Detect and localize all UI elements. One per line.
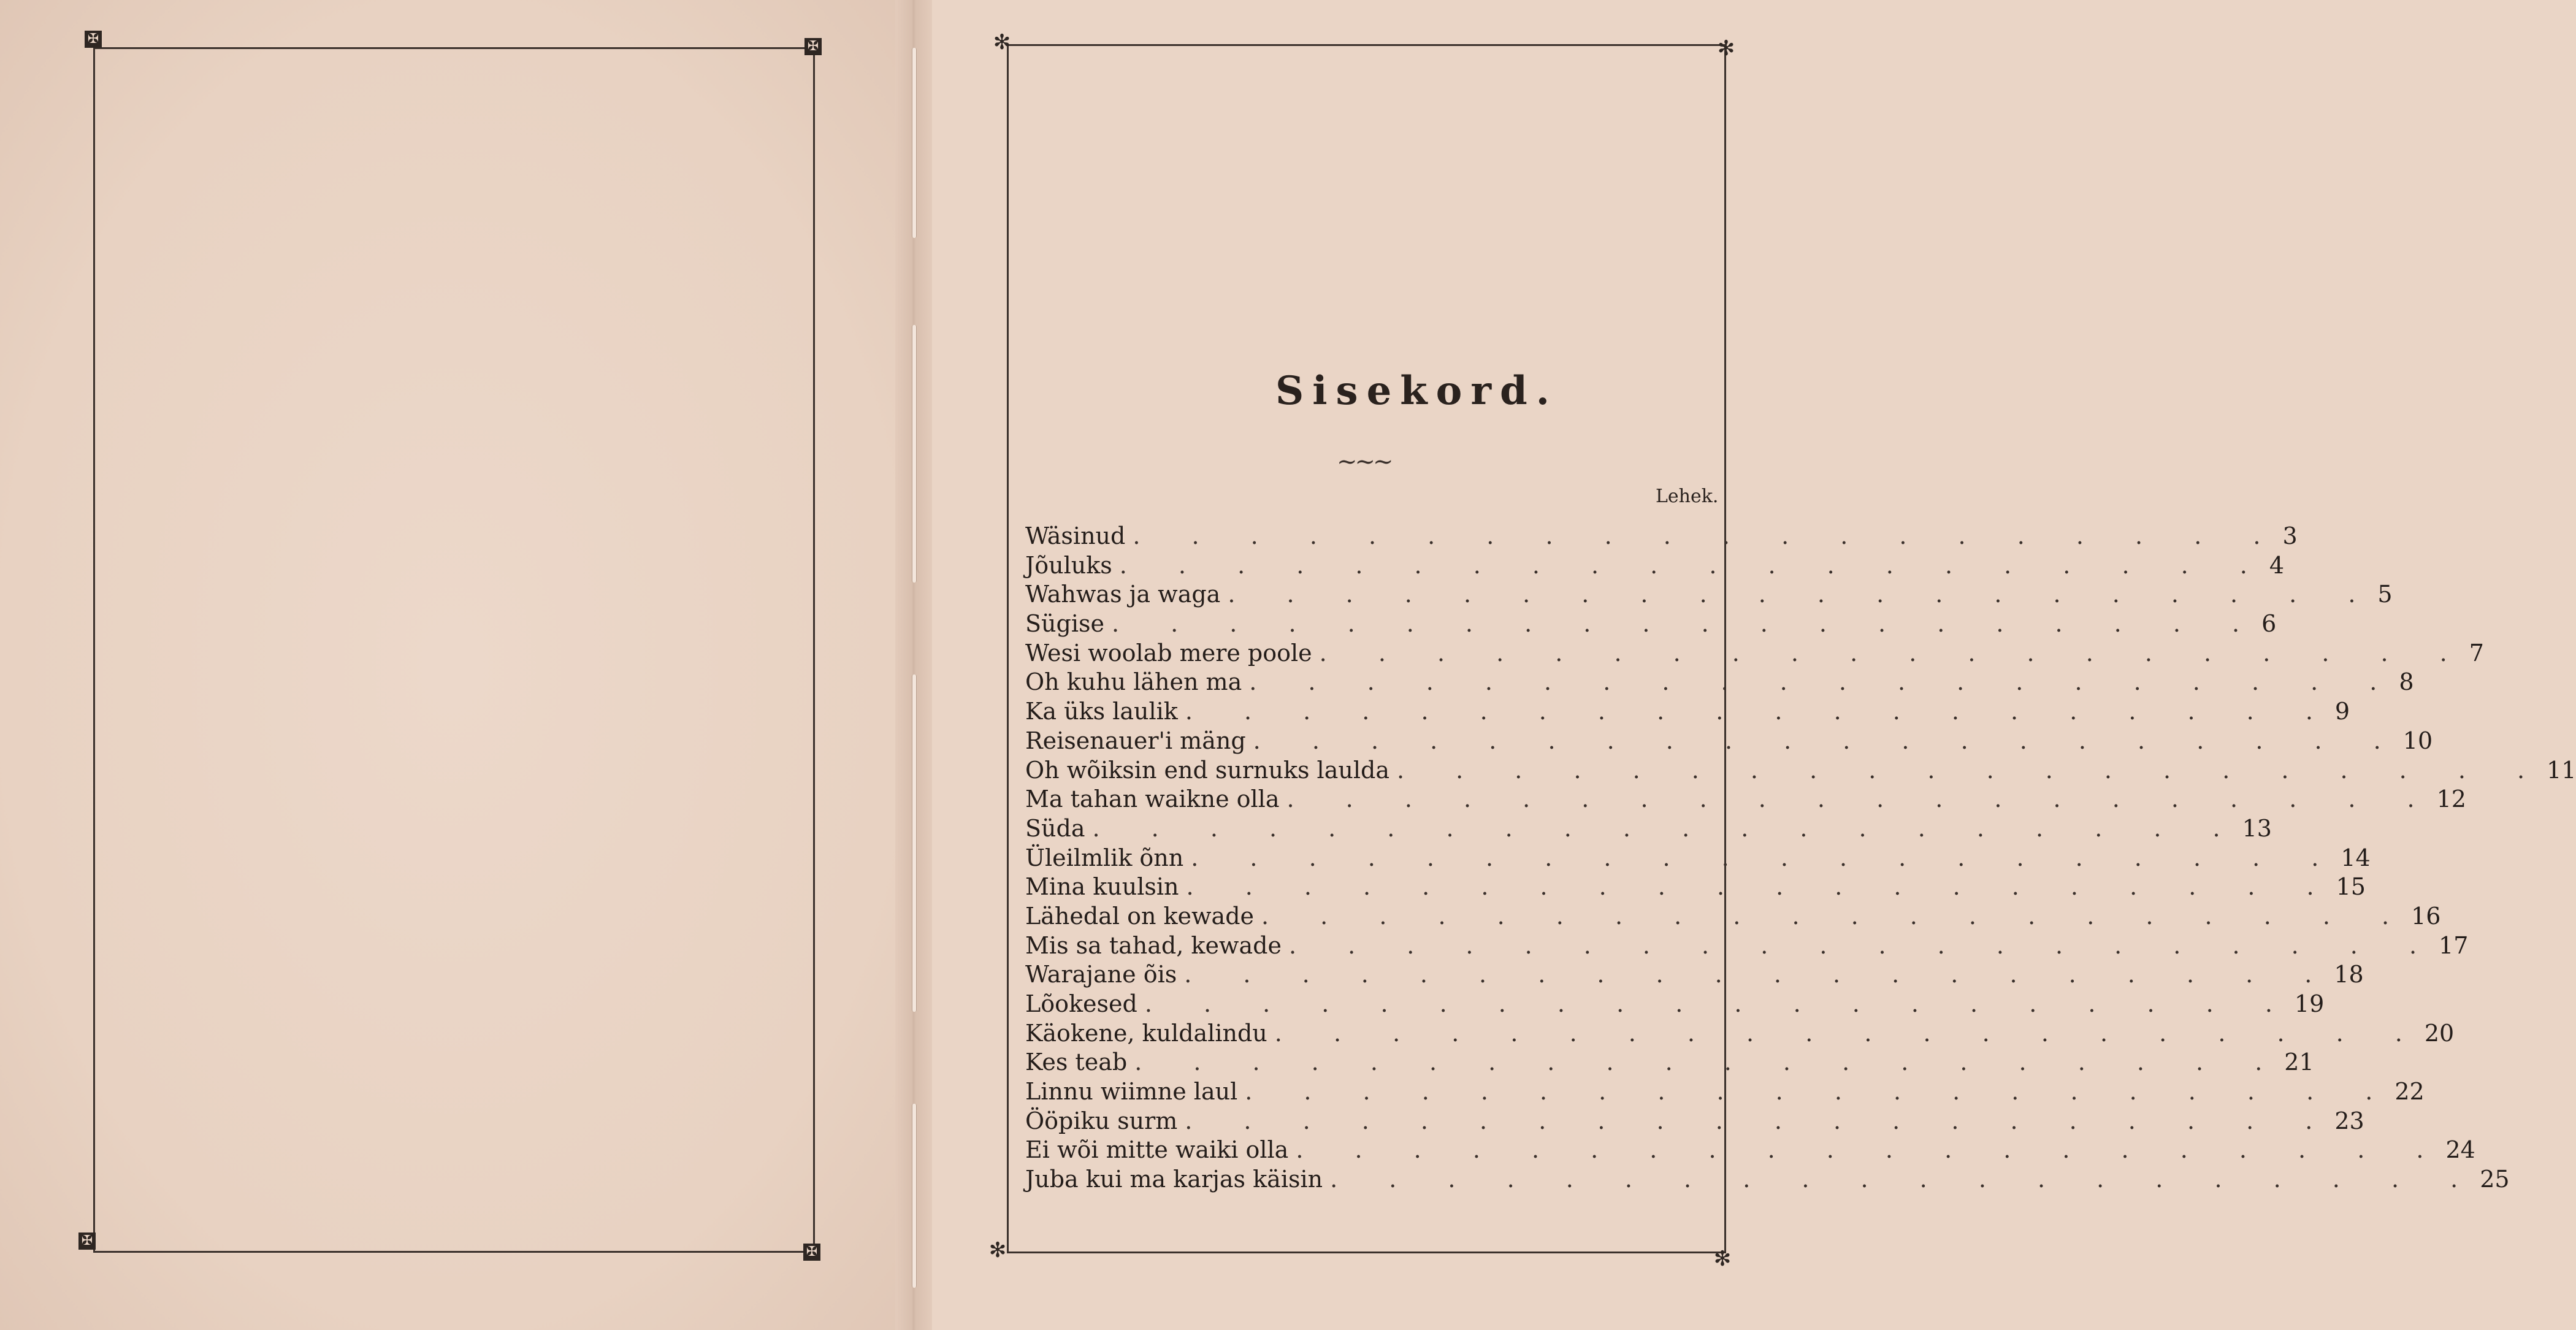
toc-entry-title: Ööpiku surm	[1025, 1107, 1178, 1134]
toc-entry-page: 6	[2261, 610, 2277, 638]
toc-entry-page: 4	[2269, 551, 2285, 579]
left-border-left	[93, 47, 95, 1253]
toc-entry	[1025, 551, 2285, 581]
toc-entry	[1025, 1049, 2314, 1078]
toc-entry-page: 20	[2424, 1019, 2455, 1047]
binding-stitch	[912, 48, 917, 238]
toc-entry	[1025, 1107, 2364, 1137]
toc-entry-page: 16	[2411, 902, 2441, 930]
cross-square-icon: ✠	[85, 31, 102, 48]
toc-entry	[1025, 610, 2277, 640]
toc-leader-dots: . . . . . . . . . . . . . . . . . . . .	[1144, 990, 2295, 1017]
toc-entry-page: 5	[2377, 581, 2393, 608]
left-page	[0, 0, 908, 1330]
toc-entry-title: Wahwas ja waga	[1025, 581, 1221, 608]
toc-entry-page: 19	[2294, 990, 2325, 1017]
toc-entry	[1025, 1019, 2455, 1049]
toc-leader-dots: . . . . . . . . . . . . . . . . . . . .	[1092, 814, 2242, 842]
toc-entry-page: 22	[2394, 1078, 2425, 1106]
toc-entry	[1025, 756, 2576, 786]
toc-leader-dots: . . . . . . . . . . . . . . . . . . . .	[1319, 639, 2469, 667]
left-border-right	[813, 47, 815, 1253]
toc-leader-dots: . . . . . . . . . . . . . . . . . . . .	[1296, 1136, 2446, 1164]
toc-entry	[1025, 873, 2366, 903]
toc-leader-dots: . . . . . . . . . . . . . . . . . . . .	[1185, 1107, 2335, 1134]
toc-entry	[1025, 844, 2371, 874]
asterisk-flourish-icon: ✻	[1717, 36, 1735, 61]
toc-entry-page: 3	[2282, 522, 2298, 549]
toc-entry	[1025, 1166, 2510, 1195]
binding-stitch	[912, 325, 917, 583]
left-border-bottom	[93, 1251, 814, 1253]
toc-entry-title: Linnu wiimne laul	[1025, 1078, 1238, 1106]
toc-entry-title: Üleilmlik õnn	[1025, 844, 1184, 871]
toc-entry	[1025, 931, 2469, 961]
toc-entry-page: 18	[2334, 961, 2364, 988]
toc-leader-dots: . . . . . . . . . . . . . . . . . . . .	[1261, 902, 2412, 930]
cross-square-icon: ✠	[78, 1233, 96, 1250]
toc-entry-page: 13	[2242, 814, 2272, 842]
toc-leader-dots: . . . . . . . . . . . . . . . . . . . .	[1111, 610, 2262, 638]
asterisk-flourish-icon: ✻	[993, 30, 1011, 55]
toc-entry-title: Wäsinud	[1025, 522, 1126, 549]
toc-leader-dots: . . . . . . . . . . . . . . . . . . . .	[1253, 727, 2403, 754]
toc-entry-page: 12	[2436, 785, 2466, 813]
asterisk-flourish-icon: ✻	[988, 1238, 1007, 1263]
title-flourish: ~~~	[1337, 448, 1391, 476]
toc-leader-dots: . . . . . . . . . . . . . . . . . . . .	[1191, 844, 2341, 871]
toc-entry-title: Kes teab	[1025, 1049, 1128, 1076]
toc-leader-dots: . . . . . . . . . . . . . . . . . . . .	[1396, 756, 2547, 784]
toc-leader-dots: . . . . . . . . . . . . . . . . . . . .	[1134, 1049, 2285, 1076]
toc-entry	[1025, 785, 2466, 815]
toc-leader-dots: . . . . . . . . . . . . . . . . . . . .	[1184, 961, 2334, 988]
toc-entry-title: Juba kui ma karjas käisin	[1025, 1166, 1323, 1193]
toc-entry-title: Sügise	[1025, 610, 1104, 638]
toc-leader-dots: . . . . . . . . . . . . . . . . . . . .	[1245, 1078, 2395, 1106]
toc-entry	[1025, 990, 2325, 1020]
toc-entry	[1025, 668, 2414, 698]
page-column-header: Lehek.	[1656, 486, 1719, 507]
toc-entry-page: 23	[2334, 1107, 2364, 1134]
toc-entry-page: 10	[2402, 727, 2433, 754]
cross-square-icon: ✠	[803, 1244, 820, 1261]
right-border-left	[1007, 44, 1009, 1253]
toc-entry-page: 7	[2469, 639, 2484, 667]
toc-entry-title: Ei wõi mitte waiki olla	[1025, 1136, 1289, 1164]
toc-entry-page: 15	[2336, 873, 2366, 901]
page-title: Sisekord.	[1275, 368, 1559, 414]
right-border-top	[1007, 44, 1726, 46]
toc-entry-title: Lähedal on kewade	[1025, 902, 1255, 930]
toc-entry	[1025, 639, 2484, 669]
toc-entry-title: Warajane õis	[1025, 961, 1177, 988]
toc-leader-dots: . . . . . . . . . . . . . . . . . . . .	[1274, 1019, 2425, 1047]
toc-entry-title: Süda	[1025, 814, 1085, 842]
toc-entry-title: Oh kuhu lähen ma	[1025, 668, 1242, 696]
toc-entry-title: Oh wõiksin end surnuks laulda	[1025, 756, 1389, 784]
toc-entry-title: Ma tahan waikne olla	[1025, 785, 1280, 813]
toc-entry-title: Ka üks laulik	[1025, 698, 1178, 725]
toc-entry-title: Mis sa tahad, kewade	[1025, 931, 1282, 959]
toc-entry	[1025, 1078, 2425, 1107]
toc-entry	[1025, 814, 2272, 844]
toc-entry-title: Lõokesed	[1025, 990, 1137, 1017]
toc-entry-page: 25	[2480, 1166, 2510, 1193]
toc-leader-dots: . . . . . . . . . . . . . . . . . . . .	[1119, 551, 2269, 579]
toc-entry-page: 8	[2399, 668, 2414, 696]
toc-entry-page: 21	[2284, 1049, 2314, 1076]
toc-entry	[1025, 727, 2433, 757]
toc-entry-title: Reisenauer'i mäng	[1025, 727, 1246, 754]
toc-leader-dots: . . . . . . . . . . . . . . . . . . . .	[1249, 668, 2399, 696]
toc-leader-dots: . . . . . . . . . . . . . . . . . . . .	[1286, 785, 2437, 813]
toc-leader-dots: . . . . . . . . . . . . . . . . . . . .	[1330, 1166, 2480, 1193]
cross-square-icon: ✠	[805, 38, 822, 55]
toc-entry	[1025, 581, 2393, 610]
toc-leader-dots: . . . . . . . . . . . . . . . . . . . .	[1228, 581, 2378, 608]
binding-stitch	[912, 675, 917, 1012]
toc-leader-dots: . . . . . . . . . . . . . . . . . . . .	[1186, 873, 2336, 901]
asterisk-flourish-icon: ✻	[1713, 1247, 1732, 1271]
left-border-top	[93, 47, 814, 49]
toc-entry	[1025, 1136, 2475, 1166]
toc-entry-title: Wesi woolab mere poole	[1025, 639, 1312, 667]
toc-leader-dots: . . . . . . . . . . . . . . . . . . . .	[1133, 522, 2283, 549]
toc-entry-page: 24	[2445, 1136, 2475, 1164]
table-of-contents	[1025, 522, 2576, 1195]
toc-leader-dots: . . . . . . . . . . . . . . . . . . . .	[1288, 931, 2439, 959]
binding-stitch	[912, 1104, 917, 1288]
toc-entry-title: Jõuluks	[1025, 551, 1112, 579]
toc-entry-page: 14	[2341, 844, 2371, 871]
right-border-bottom	[1007, 1252, 1726, 1253]
toc-entry	[1025, 902, 2441, 932]
toc-entry-title: Käokene, kuldalindu	[1025, 1019, 1267, 1047]
toc-entry	[1025, 522, 2298, 552]
toc-entry	[1025, 698, 2350, 727]
toc-leader-dots: . . . . . . . . . . . . . . . . . . . .	[1185, 698, 2335, 725]
toc-entry-page: 17	[2439, 931, 2469, 959]
toc-entry-page: 11	[2547, 756, 2576, 784]
toc-entry-title: Mina kuulsin	[1025, 873, 1179, 901]
toc-entry-page: 9	[2334, 698, 2350, 725]
toc-entry	[1025, 961, 2364, 990]
